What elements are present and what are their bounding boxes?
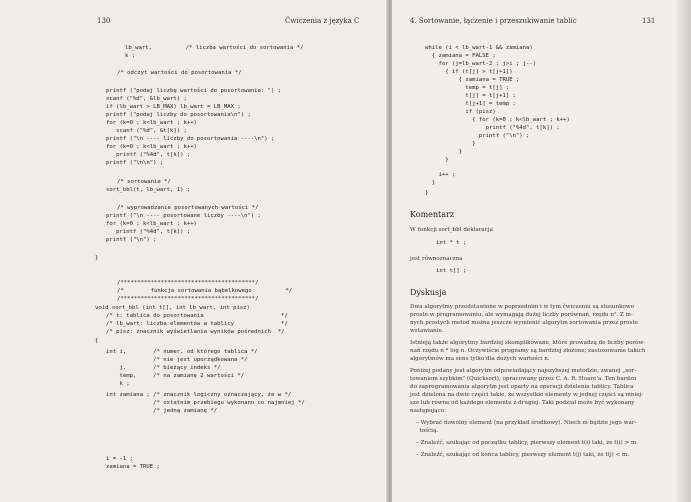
code-line: printf ("\n\n") ; — [106, 160, 164, 166]
code-line: } — [425, 149, 463, 155]
code-line: /* lb_wart: liczba elementów w tablicy */ — [106, 321, 288, 327]
code-line: int i, /* numer, od którego tablica */ — [106, 349, 258, 355]
code-line: scanf ("%d", &t[k]) ; — [106, 128, 187, 134]
code-line: int * t ; — [436, 240, 467, 246]
code-line: j, /* bieżący indeks */ — [106, 365, 221, 371]
text-line: – Znaleźć, szukając od początku tablicy, pierwszy element t(i) taki, że t(i) > m. — [416, 440, 639, 446]
text-line: jest dzielona na dwie części takie, że wszystkie elementy w jednej części są mniej- — [410, 392, 644, 398]
code-line: zamiana = TRUE ; — [106, 464, 160, 470]
text-line: Dwa algorytmy przedstawione w poprzednim i w tym ćwiczeniu są stosunkowo — [410, 304, 635, 310]
code-line: scanf ("%d", &lb_wart) ; — [106, 96, 187, 102]
code-line: i = -1 ; — [106, 456, 133, 462]
text-line: Poniżej podany jest algorytm odpowiadający najszybszej metodzie, zwanej „sor- — [410, 368, 636, 374]
text-line: algorytmów ma sens tylko dla dużych wartości n. — [410, 356, 550, 362]
code-line: k ; — [106, 381, 130, 387]
code-line: lb_wart, /* liczba wartości do sortowania */ — [125, 45, 304, 51]
code-line: } — [425, 157, 449, 163]
code-line: } — [95, 255, 99, 261]
code-line: /* ostatnim przebiegu wykonano co najmniej */ — [106, 400, 305, 406]
code-line: i++ ; — [425, 172, 456, 178]
right-page — [392, 0, 691, 502]
code-line: for (j=lb_wart-2 ; j>i ; j--) — [425, 61, 537, 67]
right-running-head: 4. Sortowanie, łączenie i przeszukiwanie tablic — [410, 17, 577, 25]
code-line: void sort_bbl (int t[], int lb_wart, int pisz) — [95, 305, 250, 311]
code-line: printf ("\n ---- liczby do posortowania ----\n") ; — [106, 136, 275, 142]
code-line: /* odczyt wartości do posortowania */ — [117, 70, 242, 76]
left-page-number: 130 — [97, 17, 111, 25]
text-line: nych prostych metod można jeszcze wymienić algorytm sortowania przez proste — [410, 320, 638, 326]
code-line: } — [425, 190, 429, 196]
text-line: proste w programowaniu, ale wymagają dużej liczby porównań, rzędu n². Z in- — [410, 312, 633, 318]
page-edge — [677, 0, 691, 502]
heading-dyskusja: Dyskusja — [410, 288, 447, 297]
code-line: if (lb_wart > LB_MAX) lb_wart = LB_MAX ; — [106, 104, 241, 110]
code-line: /* funkcja sortowania bąbelkowego */ — [117, 288, 293, 294]
code-line: k ; — [125, 53, 136, 59]
right-page-number: 131 — [642, 17, 656, 25]
code-line: printf ("%4d", t[k]) ; — [106, 229, 191, 235]
code-line: /* nie jest uporządkowana */ — [106, 357, 248, 363]
code-line: /* sortowanie */ — [117, 179, 171, 185]
code-line: /* wyprowadzanie posortowanych wartości */ — [117, 205, 259, 211]
text-line: Istnieją także algorytmy bardziej skomplikowane, które prowadzą do liczby porów- — [410, 340, 646, 346]
heading-komentarz: Komentarz — [410, 210, 455, 219]
code-line: t[j] = t[j+1] ; — [425, 93, 516, 99]
code-line: /* pisz: znacznik wyświetlania wyników pośrednich */ — [106, 329, 285, 335]
code-line: printf ("podaj liczby do posortowania\n") ; — [106, 112, 251, 118]
code-line: printf ("\n") ; — [425, 133, 530, 139]
left-running-head: Ćwiczenia z języka C — [285, 17, 360, 25]
code-line: /* t: tablica do posortowania */ — [106, 313, 288, 319]
code-line: printf ("%4d", t[k]) ; — [425, 125, 560, 131]
text-line: – Wybrać dowolny element (na przykład środkowy). Niech m będzie jego war- — [416, 420, 637, 426]
text-line: towaniem szybkim" (Quicksort), opracowany przez C. A. R. Hoare'a. Ten bardzo — [410, 376, 637, 382]
code-line: for (k=0 ; k<lb_wart ; k++) — [106, 221, 197, 227]
code-line: /* jedną zamianę */ — [106, 408, 218, 414]
code-line: { zamiana = TRUE ; — [425, 77, 520, 83]
code-line: /****************************************/ — [117, 296, 259, 302]
text-line: wstawianie. — [410, 328, 444, 334]
code-line: printf ("\n") ; — [106, 237, 157, 243]
text-line: jest równoznaczna — [410, 256, 463, 262]
code-line: { — [95, 338, 99, 344]
code-line: printf ("podaj liczbę wartości do posortowania: ") ; — [106, 88, 282, 94]
text-line: do zaprogramowania algorytm jest oparty na operacji dzielenia tablicy. Tablica — [410, 384, 634, 390]
text-line: nań rzędu n * log n. Oczywiście programy są bardziej złożone; zastosowanie takich — [410, 348, 646, 354]
code-line: { if (t[j] > t[j+1]) — [425, 69, 513, 75]
code-line: } — [425, 180, 436, 186]
code-line: t[j+1] = temp ; — [425, 101, 516, 107]
code-line: int t[] ; — [436, 268, 467, 274]
code-line: for (k=0 ; k<lb_wart ; k++) — [106, 144, 197, 150]
code-line: int zamiana ; /* znacznik logiczny oznaczający, że w */ — [106, 392, 292, 398]
text-line: tością. — [416, 428, 439, 434]
code-line: { zamiana = FALSE ; — [425, 53, 496, 59]
code-line: temp = t[j] ; — [425, 85, 510, 91]
code-line: } — [425, 141, 476, 147]
text-line: następująco: — [410, 408, 447, 414]
text-line: sze lub równe od każdego elementu z drugiej. Taki podział może być wykonany — [410, 400, 635, 406]
code-line: /****************************************/ — [117, 280, 259, 286]
code-line: printf ("\n ---- posortowane liczby ----\n") ; — [106, 213, 261, 219]
code-line: for (k=0 ; k<lb_wart ; k++) — [106, 120, 197, 126]
code-line: printf ("%4d", t[k]) ; — [106, 152, 191, 158]
code-line: { for (k=0 ; k<lb_wart ; k++) — [425, 117, 570, 123]
code-line: if (pisz) — [425, 109, 496, 115]
code-line: while (i < lb_wart-1 && zamiana) — [425, 45, 533, 51]
text-line: – Znaleźć, szukając od końca tablicy, pierwszy element t(j) taki, że t(j) < m. — [416, 452, 630, 458]
code-line: temp, /* na zamianę 2 wartości */ — [106, 373, 245, 379]
text-line: W funkcji sort_bbl deklaracja — [410, 227, 493, 233]
code-line: sort_bbl(t, lb_wart, 1) ; — [106, 187, 191, 193]
